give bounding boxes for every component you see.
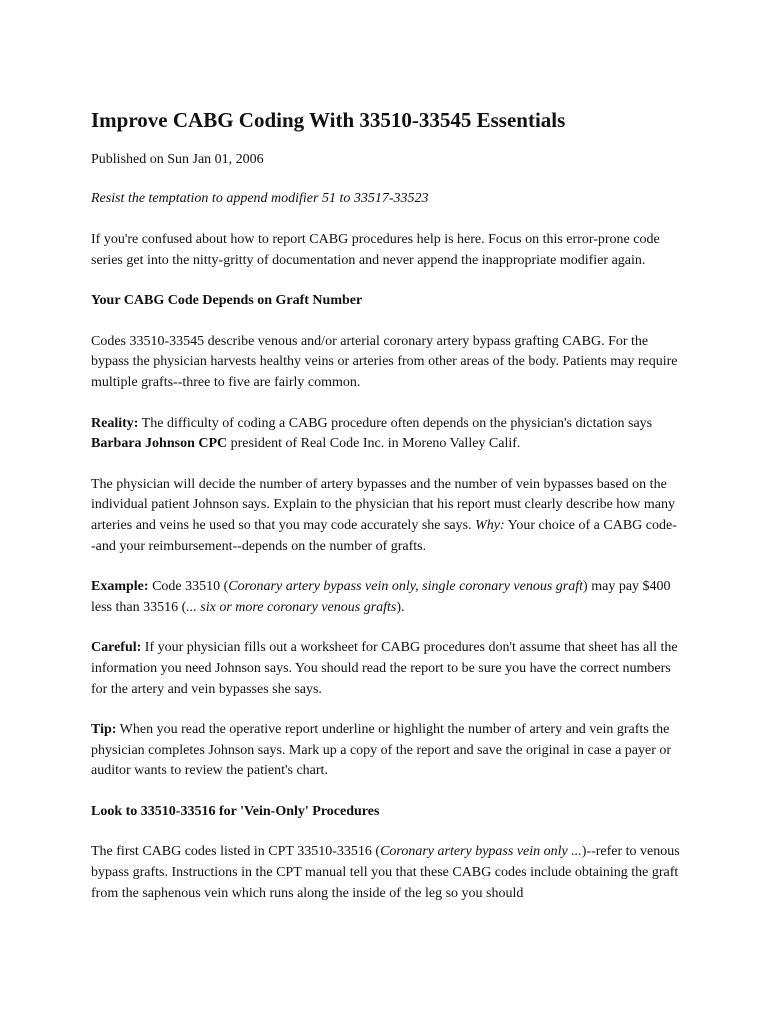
why-label: Why: bbox=[475, 517, 505, 533]
published-date: Published on Sun Jan 01, 2006 bbox=[91, 152, 264, 167]
section-heading-graft-number: Your CABG Code Depends on Graft Number bbox=[91, 293, 363, 309]
example-lead: Example: bbox=[91, 579, 149, 595]
vein-only-text-b: )--refer to venous bypass grafts. Instructions in the CPT manual tell you that these CABG codes include obtaining the graft from the saphenous vein which runs along the inside of the leg so you should bbox=[91, 844, 680, 901]
intro-paragraph: If you're confused about how to report CABG procedures help is here. Focus on this error-prone code series get into the nitty-gritty of documentation and never append the inappropriate modifier again. bbox=[91, 232, 660, 268]
example-text-b: ) may pay $400 less than 33516 ( bbox=[91, 579, 671, 615]
expert-name: Barbara Johnson CPC bbox=[91, 436, 228, 452]
careful-text: If your physician fills out a worksheet for CABG procedures don't assume that sheet has all the information you need Johnson says. You should read the report to be sure you have the correct numbers for the artery and vein bypasses she says. bbox=[91, 640, 678, 697]
physician-text-a: The physician will decide the number of artery bypasses and the number of vein bypasses based on the individual patient Johnson says. Explain to the physician that his report must clearly describe how many arteries and veins he used so that you may code accurately she says. bbox=[91, 476, 675, 533]
vein-only-italic: Coronary artery bypass vein only ... bbox=[380, 844, 582, 860]
reality-paragraph bbox=[91, 414, 681, 455]
reality-lead: Reality: bbox=[91, 415, 139, 431]
reality-text-b: president of Real Code Inc. in Moreno Valley Calif. bbox=[227, 436, 521, 452]
tip-lead: Tip: bbox=[91, 722, 117, 738]
physician-text-b: Your choice of a CABG code--and your reimbursement--depends on the number of grafts. bbox=[91, 517, 677, 554]
example-paragraph bbox=[91, 577, 681, 618]
article-subtitle: Resist the temptation to append modifier 51 to 33517-33523 bbox=[91, 191, 429, 206]
tip-paragraph bbox=[91, 720, 681, 782]
example-italic-2: ... six or more coronary venous grafts bbox=[186, 599, 397, 615]
careful-lead: Careful: bbox=[91, 640, 142, 656]
reality-text-a: The difficulty of coding a CABG procedure often depends on the physician's dictation says bbox=[138, 415, 653, 431]
example-italic-1: Coronary artery bypass vein only, single coronary venous graft bbox=[228, 579, 584, 595]
codes-paragraph: Codes 33510-33545 describe venous and/or arterial coronary artery bypass grafting CABG. For the bypass the physician harvests healthy veins or arteries from other areas of the body. Patients may require multiple grafts--three to five are fairly common. bbox=[91, 333, 678, 390]
article-title: Improve CABG Coding With 33510-33545 Essentials bbox=[91, 108, 566, 132]
vein-only-paragraph bbox=[91, 842, 681, 904]
careful-paragraph bbox=[91, 638, 681, 700]
tip-text: When you read the operative report underline or highlight the number of artery and vein grafts the physician completes Johnson says. Mark up a copy of the report and save the original in case a payer or auditor wants to review the patient's chart. bbox=[91, 722, 672, 779]
example-text-a: Code 33510 ( bbox=[148, 579, 229, 595]
physician-paragraph bbox=[91, 475, 681, 557]
article-body bbox=[91, 230, 681, 924]
vein-only-text-a: The first CABG codes listed in CPT 33510-33516 ( bbox=[91, 844, 381, 860]
section-heading-vein-only: Look to 33510-33516 for 'Vein-Only' Procedures bbox=[91, 803, 380, 819]
example-text-c: ). bbox=[396, 599, 405, 615]
